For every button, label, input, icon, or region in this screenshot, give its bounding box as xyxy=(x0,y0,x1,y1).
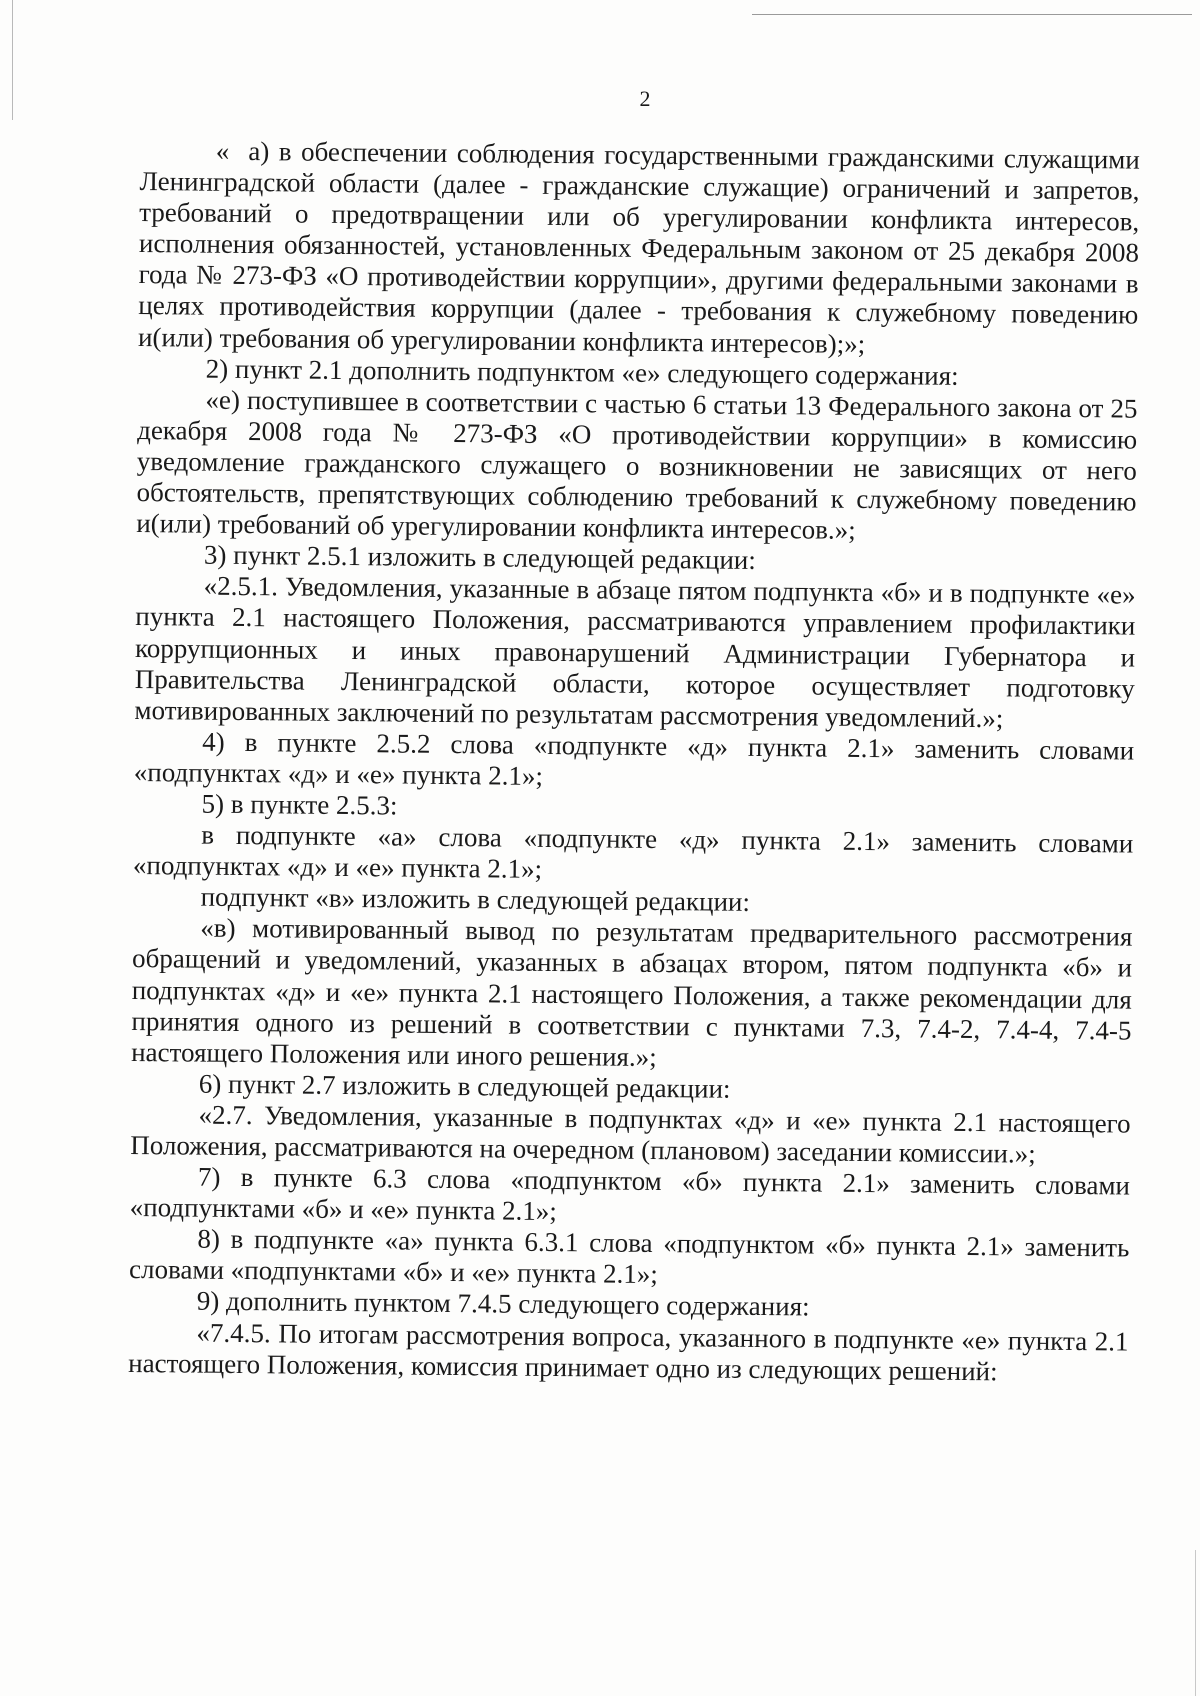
paragraph-2-7: «2.7. Уведомления, указанные в подпунктах «д» и «е» пункта 2.1 настоящего Положения, рассматриваются на очередном (плановом) заседании комиссии.»; xyxy=(130,1099,1131,1169)
paragraph-item-2: 2) пункт 2.1 дополнить подпунктом «е» следующего содержания: xyxy=(205,353,959,391)
paragraph-e: «е) поступившее в соответствии с частью 6 статьи 13 Федерального закона от 25 декабря 2008 года № 273-ФЗ «О противодействии коррупции» в комиссию уведомление гражданского служащего о возникновении не зависящих от него обстоятельств, препятствующих соблюдению требований к служебному поведению и(или) требований об урегулировании конфликта интересов.»; xyxy=(136,384,1138,546)
paragraph-item-8: 8) в подпункте «а» пункта 6.3.1 слова «подпунктом «б» пункта 2.1» заменить словами «подпунктами «б» и «е» пункта 2.1»; xyxy=(128,1223,1130,1290)
document-body xyxy=(128,135,1140,1388)
paragraph-2-5-1: «2.5.1. Уведомления, указанные в абзаце пятом подпункта «б» и в подпункте «е» пункта 2.1 настоящего Положения, рассматриваются управлением профилактики коррупционных и иных правонарушений Администрации Губернатора и Правительства Ленинградской области, которое осуществляет подготовку мотивированных заключений по результатам рассмотрения уведомлений.»; xyxy=(134,570,1136,734)
paragraph-item-3: 3) пункт 2.5.1 изложить в следующей редакции: xyxy=(203,539,756,576)
scan-top-rule xyxy=(752,14,1192,15)
paragraph-item-6: 6) пункт 2.7 изложить в следующей редакции: xyxy=(198,1068,731,1104)
paragraph-v-text: «в) мотивированный вывод по результатам предварительного рассмотрения обращений и уведомлений, указанных в абзацах втором, пятом подпункта «б» и подпунктах «д» и «е» пункта 2.1 настоящего Положения, а также рекомендации для принятия одного из решений в соответствии с пунктами 7.3, 7.4-2, 7.4-4, 7.4-5 настоящего Положения или иного решения.»; xyxy=(131,912,1133,1072)
paragraph-item-4: 4) в пункте 2.5.2 слова «подпункте «д» пункта 2.1» заменить словами «подпунктах «д» и «е» пункта 2.1»; xyxy=(133,726,1135,791)
paragraph-item-5: 5) в пункте 2.5.3: xyxy=(201,788,398,821)
page-number: 2 xyxy=(639,86,651,111)
paragraph-7-4-5: «7.4.5. По итогам рассмотрения вопроса, указанного в подпункте «е» пункта 2.1 настоящего Положения, комиссия принимает одно из следующих решений: xyxy=(128,1317,1129,1386)
paragraph-item-7: 7) в пункте 6.3 слова «подпунктом «б» пункта 2.1» заменить словами «подпунктами «б» и «е» пункта 2.1»; xyxy=(129,1161,1131,1227)
paragraph-item-9: 9) дополнить пунктом 7.4.5 следующего содержания: xyxy=(196,1286,810,1322)
paragraph-a: « а) в обеспечении соблюдения государственными гражданскими служащими Ленинградской области (далее - гражданские служащие) ограничений и запретов, требований о предотвращении или об урегулировании конфликта интересов, исполнения обязанностей, установленных Федеральным законом от 25 декабря 2008 года № 273-ФЗ «О противодействии коррупции», другими федеральными законами в целях противодействия коррупции (далее - требования к служебному поведению и(или) требования об урегулировании конфликта интересов);»; xyxy=(137,135,1140,359)
paragraph-subitem-a: в подпункте «а» слова «подпункте «д» пункта 2.1» заменить словами «подпунктах «д» и «е» пункта 2.1»; xyxy=(132,819,1134,885)
scan-edge-right xyxy=(1195,1550,1196,1696)
paragraph-subitem-v: подпункт «в» изложить в следующей редакции: xyxy=(200,881,751,918)
